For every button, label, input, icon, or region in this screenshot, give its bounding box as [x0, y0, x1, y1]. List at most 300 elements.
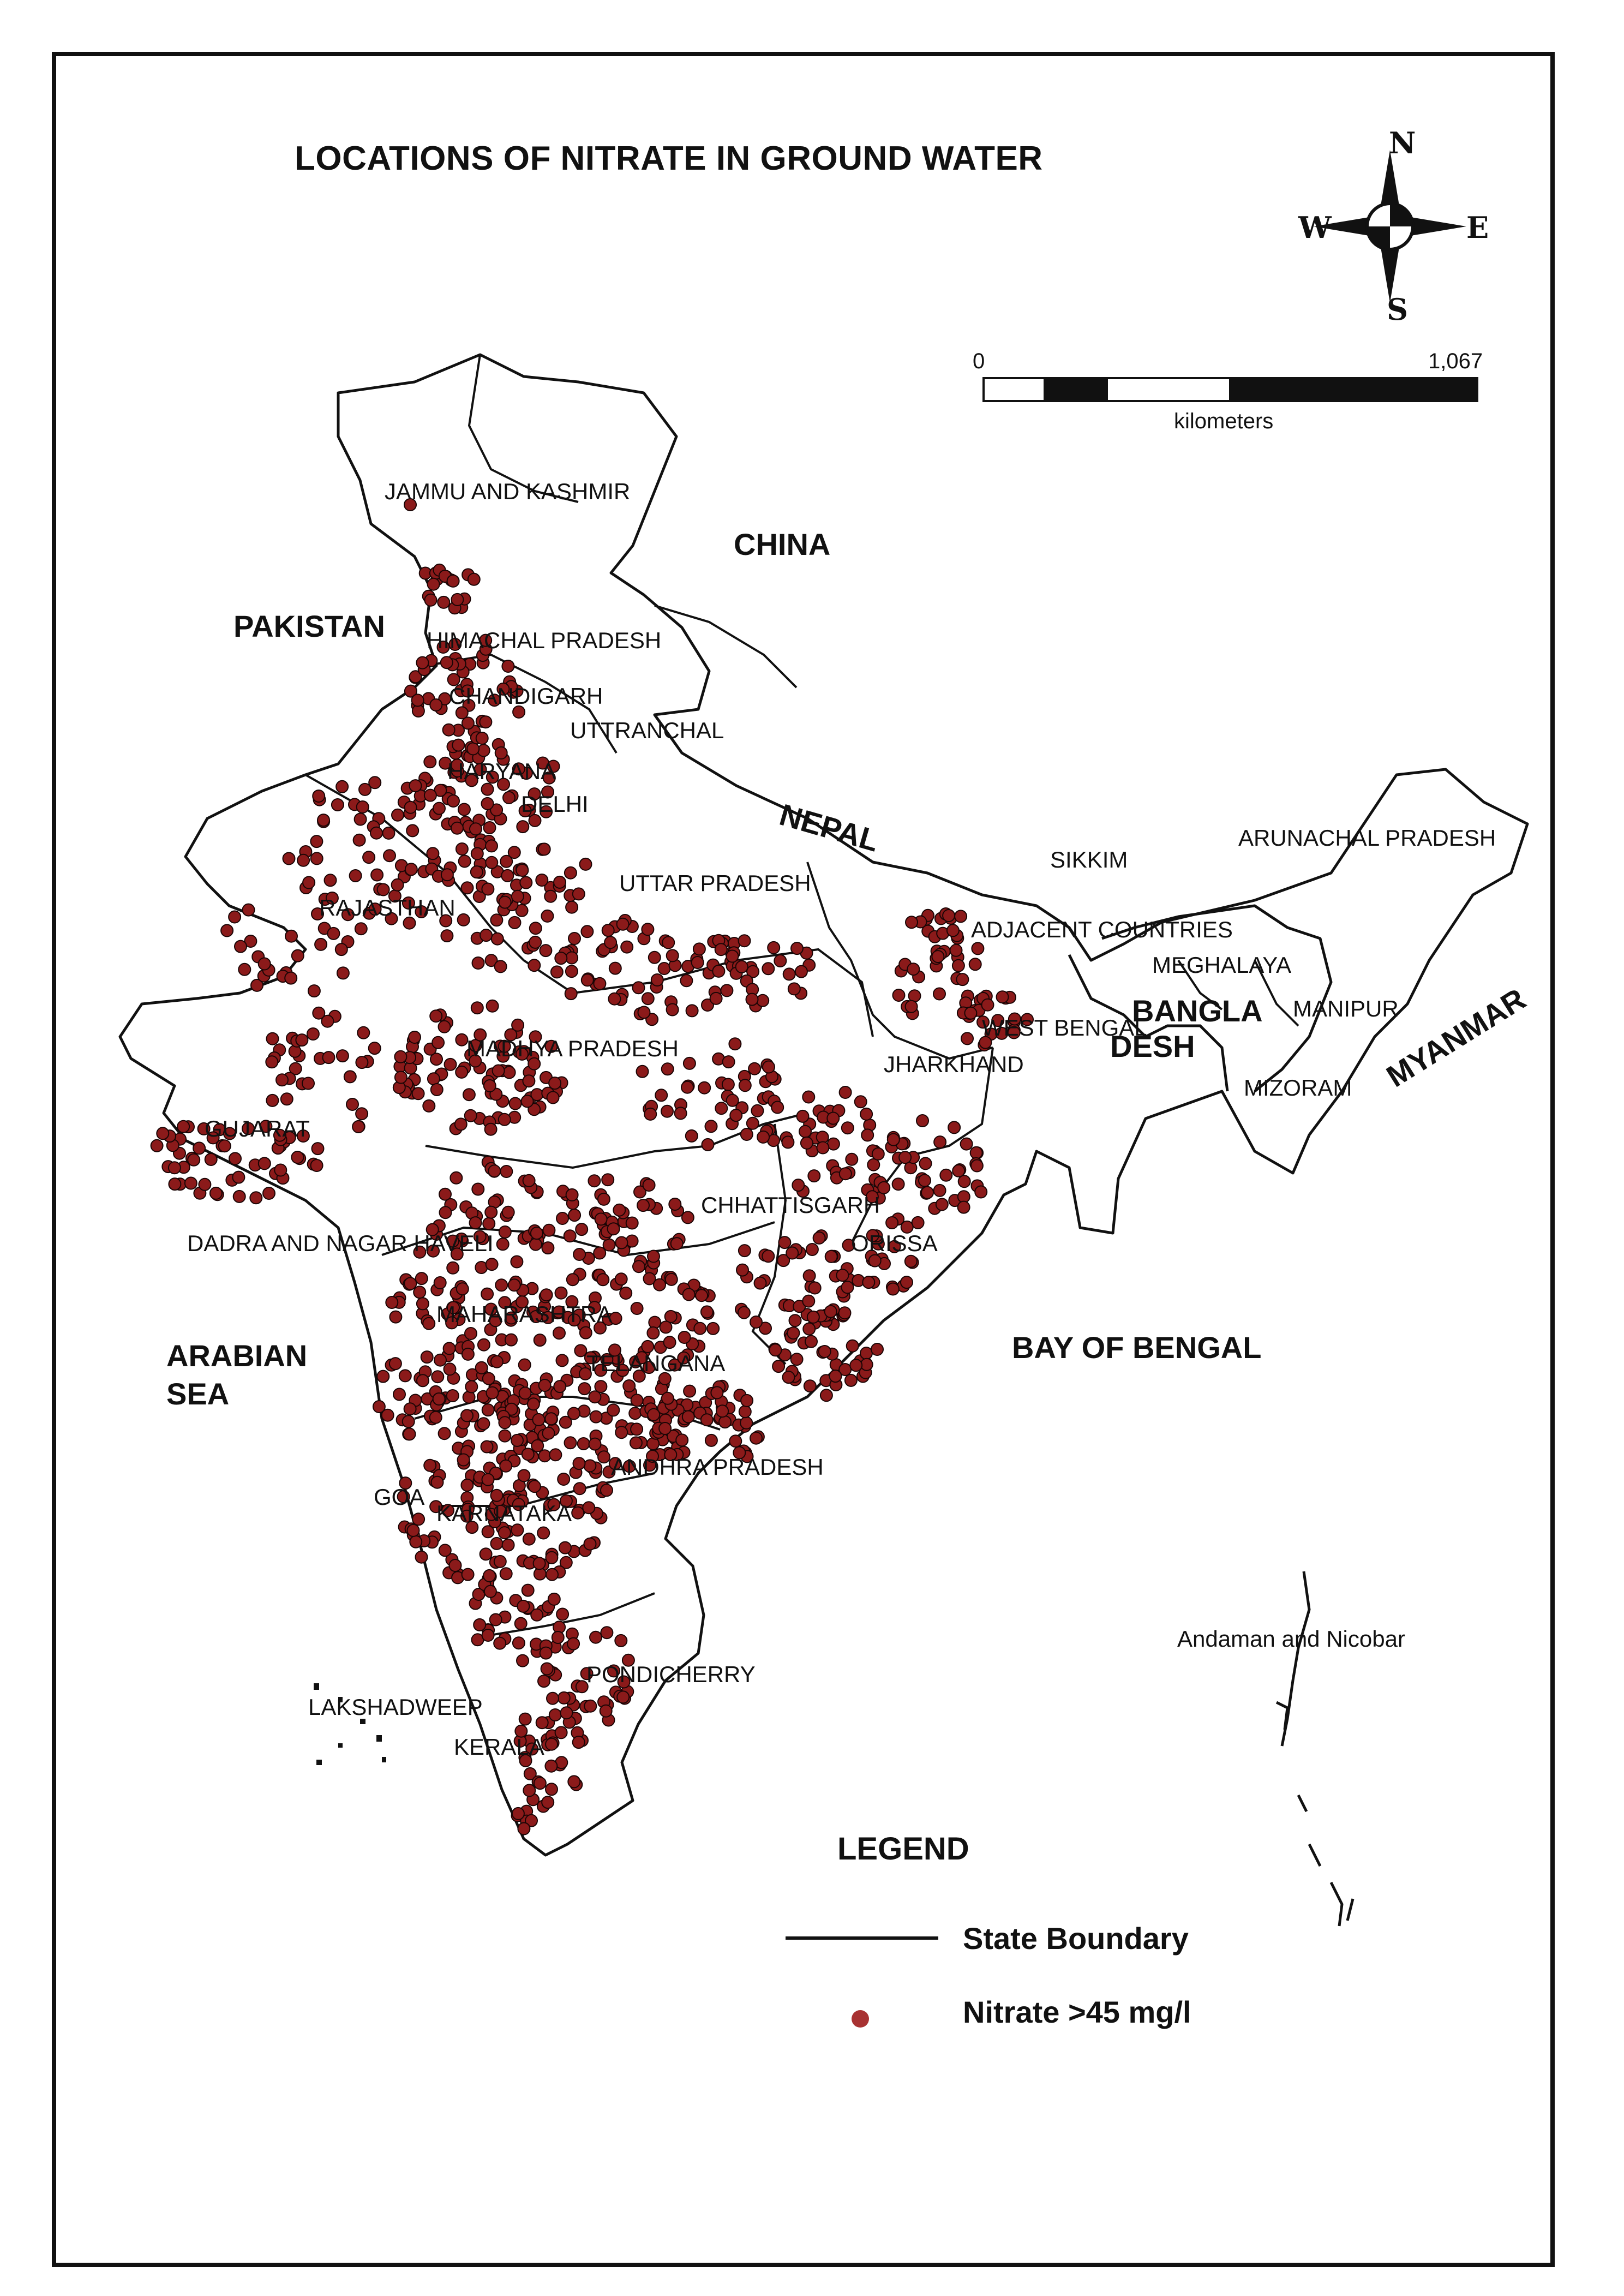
nitrate-dot	[517, 1600, 529, 1612]
nitrate-dot	[647, 1327, 659, 1339]
nitrate-dot	[907, 963, 919, 975]
nitrate-dot	[392, 879, 404, 891]
nitrate-dot	[783, 968, 795, 980]
nitrate-dot	[934, 1185, 946, 1197]
label-sea: SEA	[166, 1377, 230, 1411]
nitrate-dot	[797, 1110, 809, 1122]
nitrate-dot	[157, 1127, 169, 1139]
nitrate-dot	[565, 867, 577, 879]
nitrate-dot	[499, 1430, 511, 1442]
nitrate-dot	[370, 827, 382, 839]
scale-min-label: 0	[973, 349, 985, 373]
nitrate-dot	[383, 850, 395, 862]
nitrate-dot	[522, 1095, 534, 1107]
nitrate-dot	[488, 1165, 500, 1177]
nitrate-dot	[501, 870, 513, 882]
nitrate-dot	[806, 1243, 818, 1255]
nitrate-dot	[440, 1206, 452, 1218]
andaman-nicobar-islands	[1277, 1571, 1353, 1926]
nitrate-dot	[325, 874, 337, 886]
nitrate-dot	[899, 1151, 911, 1163]
nitrate-dot	[729, 1038, 741, 1050]
nitrate-dot	[474, 1619, 486, 1631]
nitrate-dot	[598, 1193, 610, 1205]
nitrate-dot	[620, 1287, 632, 1299]
label-arabian: ARABIAN	[166, 1338, 308, 1373]
nitrate-dot	[441, 869, 453, 881]
nitrate-dot	[472, 957, 484, 969]
nitrate-dot	[802, 1091, 814, 1103]
nitrate-dot	[560, 1416, 572, 1428]
nitrate-dot	[905, 1255, 917, 1267]
nitrate-dot	[804, 1380, 816, 1392]
nitrate-dot	[433, 1393, 445, 1405]
nitrate-dot	[470, 823, 482, 835]
nitrate-dot	[430, 1010, 442, 1022]
nitrate-dot	[430, 699, 442, 711]
label-desh: DESH	[1110, 1029, 1195, 1063]
nitrate-dot	[266, 1056, 278, 1068]
nitrate-dot	[274, 1164, 286, 1176]
nitrate-dot	[369, 776, 381, 788]
nitrate-dot	[484, 1080, 496, 1092]
compass-rose-icon	[1314, 150, 1466, 303]
nitrate-dot	[445, 1059, 457, 1071]
nitrate-dot	[682, 1411, 694, 1423]
nitrate-dot	[637, 1199, 649, 1211]
label-meghalaya: MEGHALAYA	[1152, 952, 1292, 978]
nitrate-dot	[335, 943, 347, 955]
nitrate-dot	[686, 1130, 698, 1142]
nitrate-dot	[399, 1370, 411, 1382]
nitrate-dot	[958, 1201, 970, 1213]
nitrate-dot	[416, 657, 428, 669]
nitrate-dot	[726, 950, 738, 962]
nitrate-dot	[482, 784, 494, 796]
nitrate-dot	[417, 1374, 429, 1386]
nitrate-dot	[799, 1126, 811, 1138]
nitrate-dot	[470, 1217, 482, 1229]
nitrate-dot	[235, 941, 247, 953]
nitrate-dot	[578, 1438, 590, 1450]
nitrate-dot	[566, 901, 578, 913]
nitrate-dot	[588, 1175, 600, 1187]
nitrate-dot	[542, 1242, 554, 1254]
nitrate-dot	[757, 1131, 769, 1143]
nitrate-dot	[615, 1426, 627, 1438]
nitrate-dot	[536, 1717, 548, 1729]
nitrate-dot	[491, 1356, 503, 1368]
label-china: CHINA	[734, 527, 831, 561]
nitrate-dot	[513, 1637, 525, 1649]
nitrate-dot	[658, 962, 670, 974]
nitrate-dot	[906, 916, 918, 928]
nitrate-dot	[495, 960, 507, 972]
nitrate-dot	[267, 1033, 279, 1045]
nitrate-dot	[477, 1418, 489, 1430]
nitrate-dot	[671, 1237, 683, 1249]
nitrate-dot	[303, 877, 315, 889]
nitrate-dot	[600, 1705, 612, 1717]
nitrate-dot	[972, 942, 984, 954]
nitrate-dot	[573, 888, 585, 900]
nitrate-dot	[958, 1175, 970, 1187]
nitrate-dot	[433, 803, 445, 815]
nitrate-dot	[827, 1113, 839, 1125]
nitrate-dot	[787, 1327, 799, 1339]
nitrate-dot	[377, 1371, 389, 1383]
nitrate-dot	[772, 1360, 784, 1372]
label-nepal: NEPAL	[776, 797, 883, 858]
nitrate-dot	[722, 1079, 734, 1091]
nitrate-dot	[603, 1239, 615, 1251]
nitrate-dot	[847, 1340, 859, 1352]
nitrate-dot	[409, 1031, 421, 1043]
nitrate-dot	[543, 1427, 555, 1439]
nitrate-dot	[615, 1635, 627, 1647]
nitrate-dot	[486, 857, 498, 869]
nitrate-dot	[589, 1438, 601, 1450]
nitrate-dot	[538, 843, 550, 855]
nitrate-dot	[740, 1417, 752, 1429]
nitrate-dot	[952, 1165, 964, 1177]
nitrate-dot	[487, 1387, 499, 1399]
label-jharkhand: JHARKHAND	[884, 1051, 1024, 1077]
nitrate-dot	[715, 943, 727, 955]
nitrate-dot	[692, 956, 704, 968]
nitrate-dot	[457, 1283, 469, 1295]
nitrate-dot	[356, 1108, 368, 1120]
nitrate-dot	[544, 890, 556, 902]
nitrate-dot	[701, 1414, 713, 1426]
label-bay-of-bengal: BAY OF BENGAL	[1012, 1330, 1262, 1365]
nitrate-dot	[545, 1760, 557, 1772]
nitrate-dot	[540, 944, 552, 956]
nitrate-dot	[580, 1327, 592, 1339]
nitrate-dot	[530, 1239, 542, 1251]
nitrate-dot	[580, 858, 592, 870]
nitrate-dot	[565, 1437, 577, 1449]
nitrate-dot	[778, 1236, 790, 1248]
nitrate-dot	[607, 1404, 619, 1416]
nitrate-dot	[327, 928, 339, 940]
nitrate-dot	[450, 1559, 462, 1571]
nitrate-dot	[566, 1189, 578, 1201]
nitrate-dot	[601, 1627, 613, 1639]
legend-state-boundary-label: State Boundary	[963, 1921, 1189, 1956]
nitrate-dot	[862, 1276, 874, 1288]
nitrate-dot	[332, 799, 344, 811]
nitrate-dot	[643, 1179, 655, 1191]
nitrate-dot	[546, 1738, 558, 1750]
nitrate-dot	[565, 988, 577, 1000]
nitrate-dot	[481, 1288, 493, 1300]
label-uttranchal: UTTRANCHAL	[570, 717, 724, 743]
nitrate-dot	[872, 1148, 884, 1160]
nitrate-dot	[461, 1479, 473, 1491]
nitrate-dot	[468, 573, 480, 585]
nitrate-dot	[405, 802, 417, 814]
nitrate-dot	[892, 1178, 904, 1190]
nitrate-dot	[483, 1218, 495, 1230]
nitrate-dot	[518, 1469, 530, 1481]
nitrate-dot	[633, 1260, 645, 1272]
nitrate-dot	[450, 1172, 462, 1184]
nitrate-dot	[243, 904, 255, 916]
label-himachal: HIMACHAL PRADESH	[427, 627, 662, 653]
nitrate-dot	[283, 853, 295, 865]
nitrate-dot	[518, 1823, 530, 1835]
nitrate-dot	[651, 974, 663, 986]
nitrate-dot	[476, 732, 488, 744]
label-chandigarh: CHANDIGARH	[449, 683, 603, 709]
nitrate-dot	[554, 1380, 566, 1392]
nitrate-dot	[458, 1454, 470, 1466]
nitrate-dot	[961, 1032, 973, 1044]
nitrate-dot	[499, 896, 511, 908]
nitrate-dot	[424, 1460, 436, 1472]
nitrate-dot	[321, 1015, 333, 1027]
nitrate-dot	[505, 1334, 517, 1346]
nitrate-dot	[508, 846, 520, 858]
nitrate-dot	[432, 1371, 444, 1383]
nitrate-dot	[482, 798, 494, 810]
nitrate-dot	[481, 1441, 493, 1453]
nitrate-dot	[667, 949, 679, 961]
nitrate-dot	[259, 1157, 271, 1169]
nitrate-dot	[323, 1051, 335, 1063]
nitrate-dot	[478, 1339, 490, 1351]
label-goa: GOA	[374, 1484, 425, 1510]
nitrate-dot	[676, 1434, 688, 1446]
nitrate-dot	[970, 1147, 982, 1159]
nitrate-dot	[517, 821, 529, 833]
nitrate-dot	[503, 792, 515, 804]
nitrate-dot	[490, 914, 502, 926]
label-telangana: TELANGANA	[586, 1350, 726, 1376]
nitrate-dot	[901, 1276, 913, 1288]
nitrate-dot	[716, 1405, 728, 1417]
nitrate-dot	[523, 1784, 535, 1796]
nitrate-dot	[609, 962, 621, 974]
nitrate-dot	[769, 1344, 781, 1356]
compass-south-label: S	[1387, 292, 1408, 327]
nitrate-dot	[357, 801, 369, 813]
nitrate-dot	[531, 1440, 543, 1452]
nitrate-dot	[528, 959, 540, 971]
nitrate-dot	[574, 1482, 586, 1494]
nitrate-dot	[698, 1082, 710, 1094]
nitrate-dot	[451, 822, 463, 834]
nitrate-dot	[590, 1631, 602, 1643]
nitrate-dot	[584, 1460, 596, 1472]
nitrate-dot	[660, 1321, 672, 1333]
label-pakistan: PAKISTAN	[233, 609, 385, 643]
nitrate-dot	[259, 958, 271, 970]
nitrate-dot	[169, 1178, 181, 1190]
nitrate-dot	[659, 1422, 671, 1434]
nitrate-dot	[661, 1105, 673, 1117]
nitrate-dot	[559, 1542, 571, 1554]
nitrate-dot	[933, 988, 945, 1000]
nitrate-dot	[395, 1072, 407, 1084]
legend-title: LEGEND	[837, 1831, 969, 1867]
nitrate-dot	[581, 925, 593, 937]
nitrate-dot	[584, 1538, 596, 1550]
nitrate-dot	[355, 814, 367, 826]
nitrate-dot	[795, 966, 807, 978]
nitrate-dot	[542, 1796, 554, 1808]
nitrate-dot	[739, 1406, 751, 1418]
nitrate-dot	[482, 1404, 494, 1416]
nitrate-dot	[410, 780, 422, 792]
nitrate-dot	[510, 1098, 522, 1110]
nitrate-dot	[701, 1306, 713, 1318]
nitrate-dot	[541, 1663, 553, 1675]
nitrate-dot	[531, 1227, 543, 1239]
nitrate-dot	[808, 1170, 820, 1182]
nitrate-dot	[519, 1713, 531, 1725]
compass-west-label: W	[1298, 210, 1332, 245]
nitrate-dot	[499, 1226, 511, 1238]
nitrate-dot	[568, 1209, 580, 1221]
nitrate-dot	[456, 843, 468, 855]
nitrate-dot	[919, 1175, 931, 1187]
nitrate-dot	[662, 937, 674, 949]
label-manipur: MANIPUR	[1293, 996, 1399, 1021]
nitrate-dot	[511, 1434, 523, 1446]
nitrate-dot	[916, 1115, 928, 1127]
nitrate-dot	[485, 1123, 497, 1135]
nitrate-dot	[441, 930, 453, 942]
nitrate-dot	[458, 914, 470, 926]
nitrate-dot	[684, 1385, 696, 1397]
nitrate-dot	[886, 1217, 898, 1229]
nitrate-dot	[410, 1536, 422, 1548]
nitrate-dot	[739, 935, 751, 947]
nitrate-dot	[649, 1317, 661, 1329]
nitrate-dot	[403, 1415, 415, 1427]
nitrate-dot	[499, 1416, 511, 1428]
nitrate-dot	[177, 1121, 189, 1133]
nitrate-dot	[556, 1212, 568, 1224]
nitrate-dot	[495, 747, 507, 759]
label-haryana: HARYANA	[447, 758, 556, 784]
scale-bar	[984, 378, 1477, 401]
nitrate-dot	[912, 1217, 924, 1229]
nitrate-dot	[346, 1098, 358, 1110]
nitrate-dot	[617, 918, 629, 930]
nitrate-dot	[439, 1427, 451, 1439]
nitrate-dot	[425, 594, 437, 606]
nitrate-dot	[762, 962, 774, 974]
nitrate-dot	[786, 1247, 798, 1259]
nitrate-dot	[515, 1618, 527, 1630]
label-maharashtra: MAHARASHTRA	[436, 1301, 613, 1327]
nitrate-dot	[317, 814, 329, 826]
nitrate-dot	[555, 952, 567, 964]
nitrate-dot	[541, 910, 553, 922]
nitrate-dot	[729, 1435, 741, 1447]
nitrate-dot	[502, 1539, 514, 1551]
nitrate-dot	[948, 1121, 960, 1133]
nitrate-dot	[434, 1354, 446, 1366]
nitrate-dot	[276, 1074, 288, 1086]
label-andaman-nicobar: Andaman and Nicobar	[1177, 1626, 1405, 1652]
nitrate-dot	[597, 1273, 609, 1285]
nitrate-dot	[975, 1186, 987, 1198]
label-madhya-pradesh: MADHYA PRADESH	[466, 1036, 679, 1061]
nitrate-dot	[547, 1693, 559, 1705]
nitrate-dot	[940, 1169, 952, 1181]
nitrate-dot	[482, 1474, 494, 1486]
nitrate-dot	[250, 1192, 262, 1204]
nitrate-dot	[813, 1232, 825, 1244]
nitrate-dot	[428, 578, 440, 590]
nitrate-dot	[233, 1191, 245, 1203]
nitrate-dot	[792, 1179, 804, 1191]
nitrate-dot	[404, 1428, 416, 1440]
nitrate-dot	[840, 1168, 852, 1180]
nitrate-dot	[803, 1323, 815, 1335]
nitrate-dot	[947, 924, 959, 936]
nitrate-dot	[788, 983, 800, 995]
nitrate-dot	[417, 1298, 429, 1310]
nitrate-dot	[406, 824, 418, 836]
nitrate-dot	[666, 1273, 678, 1285]
nitrate-dot	[292, 950, 304, 962]
nitrate-dot	[583, 1502, 595, 1514]
nitrate-dot	[447, 575, 459, 587]
label-lakshadweep: LAKSHADWEEP	[308, 1694, 483, 1720]
nitrate-dot	[546, 1783, 558, 1795]
nitrate-dot	[669, 1198, 681, 1210]
nitrate-dot	[746, 994, 758, 1006]
nitrate-dot	[500, 1460, 512, 1472]
nitrate-dot	[499, 1114, 511, 1126]
nitrate-dot	[541, 1289, 553, 1301]
nitrate-dot	[229, 1152, 241, 1164]
nitrate-dot	[602, 924, 614, 936]
nitrate-dot	[509, 917, 521, 929]
nitrate-dot	[644, 1108, 656, 1120]
nitrate-dot	[576, 1223, 588, 1235]
nitrate-dot	[302, 1078, 314, 1090]
label-west-bengal: WEST BENGAL	[982, 1015, 1147, 1041]
nitrate-dot	[556, 1354, 568, 1366]
nitrate-dot	[502, 660, 514, 672]
nitrate-dot	[311, 852, 323, 864]
nitrate-dot	[710, 992, 722, 1004]
nitrate-dot	[465, 1381, 477, 1393]
nitrate-dot	[568, 1775, 580, 1787]
nitrate-dot	[839, 1307, 851, 1319]
nitrate-dot	[615, 1237, 627, 1249]
nitrate-dot	[555, 1287, 567, 1299]
nitrate-dot	[613, 1204, 625, 1216]
nitrate-dot	[519, 1359, 531, 1371]
nitrate-dot	[432, 1476, 444, 1488]
nitrate-dot	[169, 1162, 181, 1174]
label-uttar-pradesh: UTTAR PRADESH	[619, 870, 811, 896]
nitrate-dot	[487, 1000, 499, 1012]
nitrate-dot	[492, 933, 504, 945]
nitrate-dot	[860, 1108, 872, 1120]
nitrate-dot	[846, 1153, 858, 1165]
nitrate-dot	[404, 1277, 416, 1289]
nitrate-dot	[439, 1544, 451, 1556]
nitrate-dot	[297, 854, 309, 866]
